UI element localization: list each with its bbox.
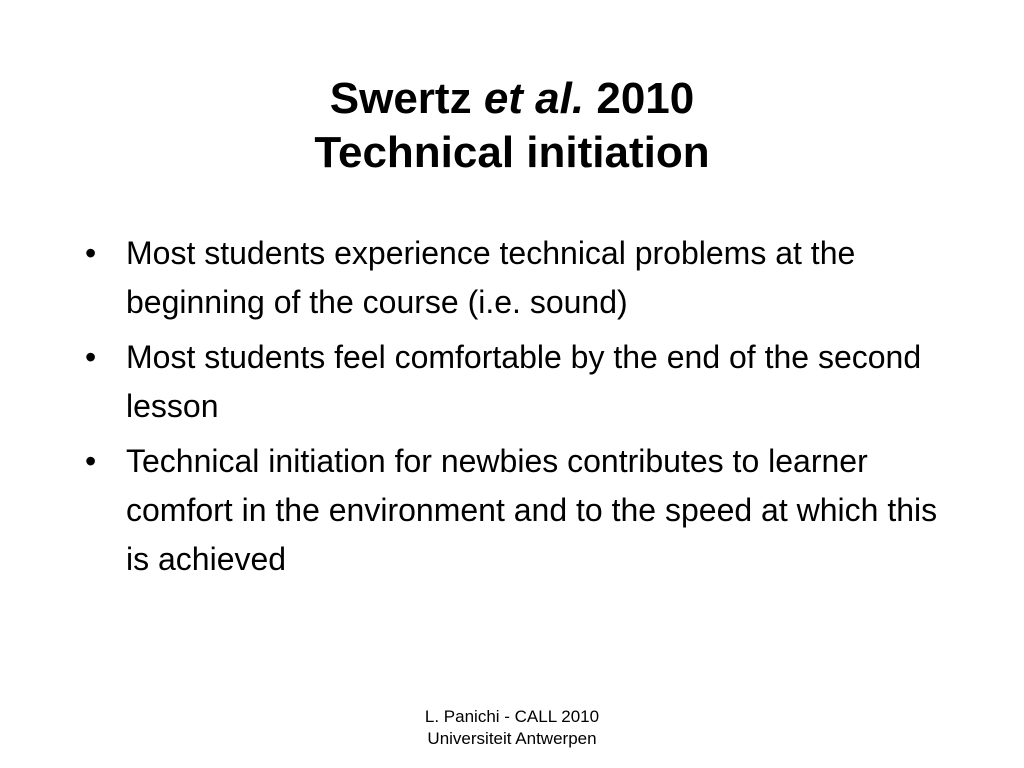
title-etal: et al. xyxy=(483,74,585,123)
slide-title xyxy=(0,72,1024,180)
bullet-list xyxy=(85,229,945,590)
bullet-text: Most students experience technical problems at the beginning of the course (i.e. sound) xyxy=(126,235,856,320)
bullet-text: Technical initiation for newbies contributes to learner comfort in the environment and to the speed at which this is achieved xyxy=(126,443,938,577)
title-subtitle: Technical initiation xyxy=(314,128,710,177)
footer-line-1: L. Panichi - CALL 2010 xyxy=(424,707,600,726)
bullet-item xyxy=(85,229,945,327)
title-line-1 xyxy=(0,72,1024,126)
footer-line-2: Universiteit Antwerpen xyxy=(427,729,597,748)
title-author: Swertz xyxy=(329,74,472,123)
title-year: 2010 xyxy=(596,74,695,123)
bullet-item xyxy=(85,437,945,584)
bullet-marker: • xyxy=(85,235,97,271)
bullet-marker: • xyxy=(85,339,97,375)
bullet-item xyxy=(85,333,945,431)
bullet-text: Most students feel comfortable by the end of the second lesson xyxy=(126,339,922,424)
bullet-marker: • xyxy=(85,443,97,479)
slide-footer xyxy=(362,706,662,750)
